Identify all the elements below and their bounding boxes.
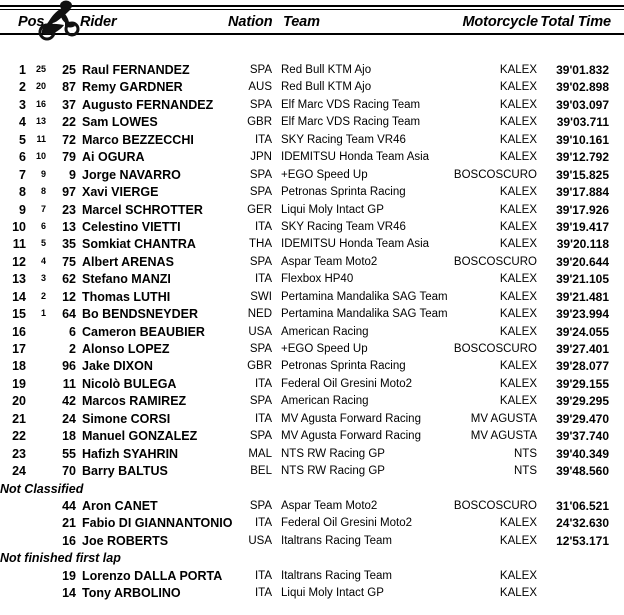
table-row — [0, 358, 624, 375]
results-table-header — [0, 5, 624, 35]
row-position: 11 — [12, 237, 26, 252]
row-total-time: 39'27.401 — [556, 342, 609, 356]
row-team: Pertamina Mandalika SAG Team — [281, 308, 448, 321]
row-position: 9 — [19, 202, 26, 217]
row-points: 16 — [35, 98, 46, 109]
row-points: 11 — [36, 133, 46, 144]
row-bike-number: 2 — [69, 342, 76, 356]
row-team: Elf Marc VDS Racing Team — [281, 116, 421, 129]
row-motorcycle: KALEX — [499, 133, 537, 146]
row-motorcycle: KALEX — [499, 517, 537, 530]
row-total-time: 39'29.470 — [556, 411, 609, 426]
table-row — [0, 376, 624, 393]
row-team: SKY Racing Team VR46 — [281, 133, 406, 146]
table-row — [0, 62, 624, 79]
row-motorcycle: KALEX — [499, 308, 537, 321]
row-total-time: 39'24.055 — [556, 324, 609, 339]
row-points: 5 — [40, 238, 46, 249]
row-team: +EGO Speed Up — [281, 343, 368, 355]
row-team: Aspar Team Moto2 — [281, 499, 378, 512]
row-bike-number: 35 — [62, 237, 76, 252]
row-team: NTS RW Racing GP — [281, 465, 385, 478]
column-header-motorcycle: Motorcycle — [462, 14, 538, 30]
row-team: Petronas Sprinta Racing — [281, 360, 406, 373]
row-bike-number: 9 — [69, 167, 76, 182]
row-nation: GBR — [247, 360, 272, 373]
row-team: Elf Marc VDS Racing Team — [281, 98, 421, 111]
not-classified-section — [0, 498, 624, 550]
row-rider-name: Manuel GONZALEZ — [82, 429, 198, 444]
row-rider-name: Ai OGURA — [82, 150, 145, 165]
row-team: Aspar Team Moto2 — [281, 255, 378, 268]
row-rider-name: Joe ROBERTS — [82, 533, 169, 548]
table-row — [0, 306, 624, 323]
header-rule-top-outer — [0, 5, 624, 7]
table-row — [0, 324, 624, 341]
row-bike-number: 70 — [62, 464, 76, 479]
row-rider-name: Jorge NAVARRO — [82, 167, 181, 182]
row-bike-number: 24 — [62, 411, 76, 426]
table-row — [0, 167, 624, 184]
row-rider-name: Tony ARBOLINO — [82, 586, 181, 601]
row-total-time: 39'20.644 — [556, 254, 609, 269]
row-total-time: 39'21.481 — [556, 289, 609, 304]
row-rider-name: Marcel SCHROTTER — [82, 202, 203, 217]
row-bike-number: 79 — [62, 150, 76, 165]
row-nation: GER — [247, 203, 272, 216]
row-team: NTS RW Racing GP — [281, 447, 385, 460]
header-labels — [0, 12, 624, 32]
row-points: 3 — [40, 273, 46, 284]
row-team: Red Bull KTM Ajo — [281, 64, 372, 76]
row-bike-number: 55 — [62, 446, 76, 461]
classified-section — [0, 62, 624, 481]
row-team: Flexbox HP40 — [281, 273, 354, 286]
row-rider-name: Stefano MANZI — [82, 272, 171, 287]
row-total-time: 39'17.884 — [556, 185, 609, 200]
row-nation: ITA — [254, 273, 272, 286]
row-team: Red Bull KTM Ajo — [281, 81, 372, 94]
row-team: American Racing — [281, 395, 369, 408]
row-nation: THA — [249, 238, 272, 251]
table-row — [0, 149, 624, 166]
row-motorcycle: KALEX — [499, 203, 537, 216]
row-bike-number: 13 — [62, 219, 76, 234]
row-total-time: 39'29.155 — [556, 376, 609, 391]
row-rider-name: Simone CORSI — [82, 411, 171, 426]
row-team: MV Agusta Forward Racing — [281, 430, 421, 443]
row-nation: SPA — [249, 168, 272, 181]
row-motorcycle: KALEX — [499, 238, 537, 251]
row-bike-number: 72 — [62, 132, 76, 147]
row-motorcycle: MV AGUSTA — [470, 430, 537, 443]
row-position: 20 — [12, 394, 26, 409]
row-nation: ITA — [254, 133, 272, 146]
row-rider-name: Sam LOWES — [82, 115, 158, 130]
row-motorcycle: KALEX — [499, 569, 537, 582]
column-header-pos: Pos — [18, 14, 45, 30]
row-bike-number: 62 — [62, 272, 76, 287]
row-total-time: 39'02.898 — [556, 80, 609, 95]
row-total-time: 39'48.560 — [556, 464, 609, 479]
row-nation: ITA — [254, 517, 272, 530]
row-rider-name: Raul FERNANDEZ — [82, 63, 190, 77]
row-team: MV Agusta Forward Racing — [281, 412, 421, 425]
row-rider-name: Somkiat CHANTRA — [82, 237, 196, 252]
row-rider-name: Celestino VIETTI — [82, 219, 181, 234]
row-team: +EGO Speed Up — [281, 168, 368, 181]
header-rule-bottom — [0, 33, 624, 35]
column-header-nation: Nation — [228, 14, 273, 30]
row-points: 1 — [40, 308, 46, 319]
row-position: 1 — [19, 63, 26, 77]
table-row — [0, 533, 624, 550]
row-bike-number: 16 — [62, 533, 76, 548]
row-position: 5 — [19, 132, 26, 147]
row-total-time: 39'03.097 — [556, 97, 609, 112]
row-position: 7 — [19, 167, 26, 182]
row-motorcycle: KALEX — [499, 151, 537, 164]
row-points: 20 — [35, 81, 46, 92]
row-motorcycle: KALEX — [499, 186, 537, 199]
row-rider-name: Cameron BEAUBIER — [82, 324, 205, 339]
row-nation: SPA — [249, 255, 272, 268]
row-position: 21 — [12, 411, 26, 426]
row-total-time: 39'15.825 — [556, 167, 609, 182]
row-nation: ITA — [254, 220, 272, 233]
row-bike-number: 97 — [62, 185, 76, 200]
row-bike-number: 75 — [62, 254, 76, 269]
row-rider-name: Lorenzo DALLA PORTA — [82, 568, 223, 583]
row-motorcycle: KALEX — [499, 81, 537, 94]
table-row — [0, 236, 624, 253]
row-bike-number: 22 — [62, 115, 76, 130]
row-motorcycle: KALEX — [499, 116, 537, 129]
table-row — [0, 254, 624, 271]
row-points: 13 — [35, 116, 46, 127]
row-total-time: 39'37.740 — [556, 429, 609, 444]
row-rider-name: Marcos RAMIREZ — [82, 394, 187, 409]
row-motorcycle: KALEX — [499, 534, 537, 547]
row-position: 17 — [12, 342, 26, 356]
row-bike-number: 37 — [62, 97, 76, 112]
row-rider-name: Thomas LUTHI — [82, 289, 171, 304]
row-team: IDEMITSU Honda Team Asia — [281, 151, 430, 164]
not-finished-first-lap-section — [0, 568, 624, 603]
row-motorcycle: KALEX — [499, 273, 537, 286]
row-bike-number: 21 — [62, 516, 76, 531]
row-nation: SPA — [249, 499, 272, 512]
row-team: Federal Oil Gresini Moto2 — [281, 517, 413, 530]
row-motorcycle: KALEX — [499, 64, 537, 76]
column-header-team: Team — [283, 14, 320, 30]
row-motorcycle: KALEX — [499, 587, 537, 600]
row-rider-name: Alonso LOPEZ — [82, 342, 170, 356]
row-rider-name: Barry BALTUS — [82, 464, 168, 479]
row-total-time: 39'23.994 — [556, 307, 609, 322]
row-nation: SWI — [250, 290, 272, 303]
row-points: 4 — [40, 255, 46, 266]
table-row — [0, 97, 624, 114]
row-bike-number: 18 — [62, 429, 76, 444]
row-motorcycle: BOSCOSCURO — [453, 168, 537, 181]
row-nation: NED — [247, 308, 272, 321]
row-team: Federal Oil Gresini Moto2 — [281, 377, 413, 390]
row-position: 14 — [12, 289, 26, 304]
table-row — [0, 428, 624, 445]
row-bike-number: 11 — [62, 376, 76, 391]
row-rider-name: Xavi VIERGE — [82, 185, 159, 200]
row-nation: SPA — [249, 395, 272, 408]
row-team: Liqui Moly Intact GP — [281, 587, 384, 600]
row-motorcycle: KALEX — [499, 98, 537, 111]
row-position: 3 — [19, 97, 26, 112]
row-team: Italtrans Racing Team — [281, 569, 393, 582]
row-rider-name: Hafizh SYAHRIN — [82, 446, 179, 461]
row-total-time: 39'19.417 — [556, 219, 609, 234]
row-motorcycle: KALEX — [499, 220, 537, 233]
table-row — [0, 79, 624, 96]
column-header-rider: Rider — [80, 14, 117, 30]
row-total-time: 12'53.171 — [556, 533, 609, 548]
row-nation: AUS — [248, 81, 272, 94]
row-nation: USA — [248, 534, 272, 547]
table-row — [0, 568, 624, 585]
row-team: Pertamina Mandalika SAG Team — [281, 290, 448, 303]
table-row — [0, 132, 624, 149]
row-nation: ITA — [254, 569, 272, 582]
row-nation: BEL — [250, 465, 272, 478]
row-motorcycle: KALEX — [499, 325, 537, 338]
row-position: 10 — [12, 219, 26, 234]
table-row — [0, 446, 624, 463]
row-total-time: 39'28.077 — [556, 359, 609, 374]
row-rider-name: Fabio DI GIANNANTONIO — [82, 516, 233, 531]
row-nation: SPA — [249, 98, 272, 111]
row-total-time: 39'12.792 — [556, 150, 609, 165]
row-rider-name: Nicolò BULEGA — [82, 376, 177, 391]
row-total-time: 39'21.105 — [556, 272, 609, 287]
row-rider-name: Jake DIXON — [82, 359, 153, 374]
table-row — [0, 202, 624, 219]
row-position: 8 — [19, 185, 26, 200]
column-header-total-time: Total Time — [540, 14, 611, 30]
row-motorcycle: BOSCOSCURO — [453, 499, 537, 512]
row-nation: SPA — [249, 64, 272, 76]
row-points: 25 — [35, 64, 46, 74]
row-total-time: 39'17.926 — [556, 202, 609, 217]
row-points: 6 — [40, 220, 46, 231]
row-total-time: 39'40.349 — [556, 446, 609, 461]
table-row — [0, 341, 624, 358]
section-title-not-finished-first-lap: Not finished first lap — [0, 551, 121, 566]
motorcycle-rider-icon — [36, 0, 86, 41]
row-rider-name: Augusto FERNANDEZ — [82, 97, 214, 112]
table-row — [0, 184, 624, 201]
row-total-time: 24'32.630 — [556, 516, 609, 531]
row-position: 12 — [12, 254, 26, 269]
section-title-not-classified: Not Classified — [0, 481, 84, 496]
table-row — [0, 498, 624, 515]
row-team: Liqui Moly Intact GP — [281, 203, 384, 216]
row-bike-number: 25 — [62, 63, 76, 77]
row-total-time: 39'10.161 — [556, 132, 609, 147]
row-rider-name: Marco BEZZECCHI — [82, 132, 194, 147]
row-points: 9 — [40, 168, 46, 179]
row-bike-number: 44 — [62, 498, 76, 513]
row-points: 7 — [40, 203, 46, 214]
row-motorcycle: MV AGUSTA — [470, 412, 537, 425]
row-bike-number: 12 — [62, 289, 76, 304]
row-position: 23 — [12, 446, 26, 461]
header-rule-top-inner — [0, 9, 624, 10]
row-motorcycle: BOSCOSCURO — [453, 255, 537, 268]
row-rider-name: Aron CANET — [82, 498, 158, 513]
row-motorcycle: NTS — [514, 447, 537, 460]
row-position: 16 — [12, 324, 26, 339]
row-total-time: 31'06.521 — [556, 498, 609, 513]
row-bike-number: 64 — [62, 307, 76, 322]
row-bike-number: 6 — [69, 324, 76, 339]
row-nation: ITA — [254, 587, 272, 600]
row-position: 15 — [12, 307, 26, 322]
row-rider-name: Bo BENDSNEYDER — [82, 307, 198, 322]
row-points: 10 — [35, 151, 46, 162]
row-motorcycle: KALEX — [499, 377, 537, 390]
row-motorcycle: BOSCOSCURO — [453, 343, 537, 355]
row-nation: ITA — [254, 377, 272, 390]
row-position: 2 — [19, 80, 26, 95]
row-bike-number: 96 — [62, 359, 76, 374]
row-rider-name: Albert ARENAS — [82, 254, 174, 269]
row-position: 24 — [12, 464, 26, 479]
row-team: IDEMITSU Honda Team Asia — [281, 238, 430, 251]
row-nation: SPA — [249, 430, 272, 443]
table-row — [0, 585, 624, 602]
row-motorcycle: KALEX — [499, 290, 537, 303]
row-position: 18 — [12, 359, 26, 374]
row-nation: GBR — [247, 116, 272, 129]
row-points: 8 — [40, 186, 46, 197]
row-position: 19 — [12, 376, 26, 391]
table-row — [0, 411, 624, 428]
row-nation: JPN — [250, 151, 272, 164]
row-position: 4 — [19, 115, 26, 130]
table-row — [0, 515, 624, 532]
row-position: 22 — [12, 429, 26, 444]
table-row — [0, 463, 624, 480]
row-total-time: 39'20.118 — [556, 237, 609, 252]
row-team: SKY Racing Team VR46 — [281, 220, 406, 233]
table-row — [0, 393, 624, 410]
row-motorcycle: KALEX — [499, 360, 537, 373]
row-bike-number: 14 — [62, 586, 76, 601]
row-team: American Racing — [281, 325, 369, 338]
row-nation: SPA — [249, 343, 272, 355]
row-bike-number: 87 — [62, 80, 76, 95]
row-motorcycle: NTS — [514, 465, 537, 478]
row-nation: ITA — [254, 412, 272, 425]
row-total-time: 39'29.295 — [556, 394, 609, 409]
row-motorcycle: KALEX — [499, 395, 537, 408]
row-team: Petronas Sprinta Racing — [281, 186, 406, 199]
row-total-time: 39'01.832 — [556, 63, 609, 77]
row-points: 2 — [40, 290, 46, 301]
row-rider-name: Remy GARDNER — [82, 80, 183, 95]
row-nation: USA — [248, 325, 272, 338]
table-row — [0, 114, 624, 131]
row-position: 13 — [12, 272, 26, 287]
row-bike-number: 23 — [62, 202, 76, 217]
table-row — [0, 289, 624, 306]
row-nation: MAL — [248, 447, 272, 460]
results-body — [0, 62, 624, 603]
row-position: 6 — [19, 150, 26, 165]
row-nation: SPA — [249, 186, 272, 199]
table-row — [0, 271, 624, 288]
row-total-time: 39'03.711 — [556, 115, 609, 130]
row-bike-number: 19 — [62, 568, 76, 583]
table-row — [0, 219, 624, 236]
row-team: Italtrans Racing Team — [281, 534, 393, 547]
row-bike-number: 42 — [62, 394, 76, 409]
